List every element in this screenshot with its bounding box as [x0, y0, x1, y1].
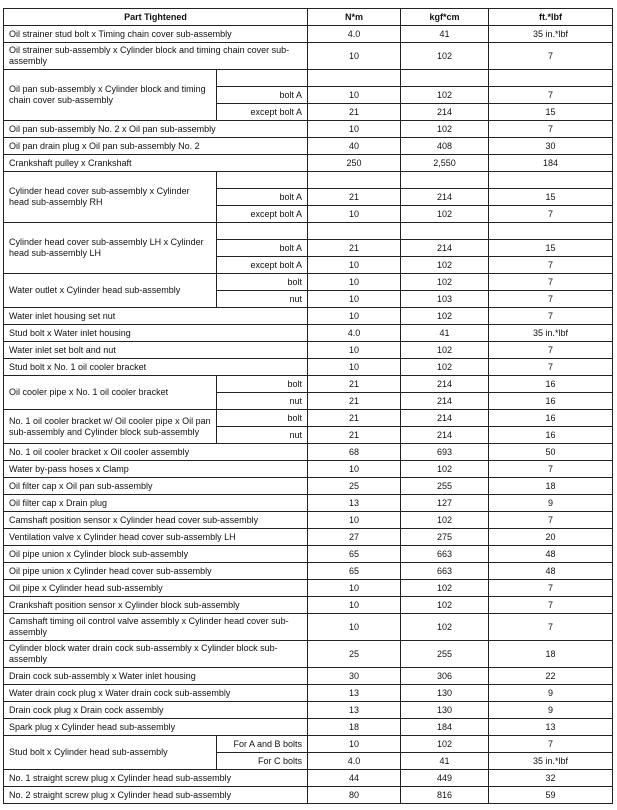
ftlbf-value: 7	[489, 461, 613, 478]
kgfcm-value: 41	[401, 325, 489, 342]
part-tightened-cell: Camshaft position sensor x Cylinder head cover sub-assembly	[4, 512, 308, 529]
ftlbf-value: 50	[489, 444, 613, 461]
part-tightened-cell: Oil filter cap x Oil pan sub-assembly	[4, 478, 308, 495]
ftlbf-value	[489, 223, 613, 240]
torque-specification-table	[3, 8, 613, 804]
table-row	[4, 138, 613, 155]
nm-value: 21	[308, 189, 401, 206]
kgfcm-value	[401, 172, 489, 189]
table-row	[4, 43, 613, 70]
ftlbf-value: 15	[489, 104, 613, 121]
ftlbf-value: 7	[489, 736, 613, 753]
ftlbf-value: 7	[489, 308, 613, 325]
fastener-type-cell	[217, 223, 308, 240]
nm-value: 10	[308, 597, 401, 614]
kgfcm-value: 255	[401, 478, 489, 495]
nm-value	[308, 70, 401, 87]
kgfcm-value: 214	[401, 189, 489, 206]
table-row	[4, 736, 613, 753]
fastener-type-cell: except bolt A	[217, 257, 308, 274]
part-tightened-cell: Water outlet x Cylinder head sub-assembly	[4, 274, 217, 308]
kgfcm-value: 103	[401, 291, 489, 308]
kgfcm-value: 663	[401, 546, 489, 563]
nm-value: 10	[308, 359, 401, 376]
part-tightened-cell: Water inlet set bolt and nut	[4, 342, 308, 359]
nm-value: 10	[308, 257, 401, 274]
ftlbf-value: 30	[489, 138, 613, 155]
table-row	[4, 342, 613, 359]
part-tightened-cell: No. 1 straight screw plug x Cylinder head sub-assembly	[4, 770, 308, 787]
part-tightened-cell: Stud bolt x Cylinder head sub-assembly	[4, 736, 217, 770]
kgfcm-value: 214	[401, 393, 489, 410]
part-tightened-cell: Oil pipe union x Cylinder head cover sub-assembly	[4, 563, 308, 580]
nm-value: 10	[308, 274, 401, 291]
kgfcm-value	[401, 223, 489, 240]
ftlbf-value: 16	[489, 376, 613, 393]
nm-value: 250	[308, 155, 401, 172]
table-header-row	[4, 9, 613, 26]
table-row	[4, 461, 613, 478]
part-tightened-cell: Oil filter cap x Drain plug	[4, 495, 308, 512]
nm-value	[308, 172, 401, 189]
nm-value: 4.0	[308, 753, 401, 770]
table-row	[4, 155, 613, 172]
nm-value: 21	[308, 240, 401, 257]
kgfcm-value: 102	[401, 461, 489, 478]
nm-value: 10	[308, 308, 401, 325]
nm-value: 21	[308, 410, 401, 427]
kgfcm-value: 214	[401, 427, 489, 444]
nm-value: 65	[308, 563, 401, 580]
ftlbf-value: 7	[489, 597, 613, 614]
kgfcm-value: 275	[401, 529, 489, 546]
ftlbf-value: 13	[489, 719, 613, 736]
ftlbf-value: 7	[489, 580, 613, 597]
ftlbf-value: 59	[489, 787, 613, 804]
header-part-tightened: Part Tightened	[4, 9, 308, 26]
table-row	[4, 359, 613, 376]
nm-value: 10	[308, 342, 401, 359]
ftlbf-value: 20	[489, 529, 613, 546]
table-row	[4, 668, 613, 685]
part-tightened-cell: Oil pan drain plug x Oil pan sub-assembly No. 2	[4, 138, 308, 155]
part-tightened-cell: Oil pipe x Cylinder head sub-assembly	[4, 580, 308, 597]
header-kgfcm: kgf*cm	[401, 9, 489, 26]
nm-value: 10	[308, 291, 401, 308]
ftlbf-value: 48	[489, 563, 613, 580]
kgfcm-value: 2,550	[401, 155, 489, 172]
table-row	[4, 478, 613, 495]
table-row	[4, 444, 613, 461]
ftlbf-value: 7	[489, 359, 613, 376]
ftlbf-value	[489, 172, 613, 189]
nm-value: 10	[308, 614, 401, 641]
nm-value: 30	[308, 668, 401, 685]
kgfcm-value: 449	[401, 770, 489, 787]
table-row	[4, 546, 613, 563]
table-row	[4, 563, 613, 580]
part-tightened-cell: Oil cooler pipe x No. 1 oil cooler bracket	[4, 376, 217, 410]
fastener-type-cell: bolt A	[217, 189, 308, 206]
kgfcm-value: 102	[401, 597, 489, 614]
kgfcm-value: 214	[401, 240, 489, 257]
table-row	[4, 376, 613, 393]
kgfcm-value: 127	[401, 495, 489, 512]
fastener-type-cell: nut	[217, 291, 308, 308]
kgfcm-value: 102	[401, 43, 489, 70]
kgfcm-value: 408	[401, 138, 489, 155]
table-row	[4, 685, 613, 702]
ftlbf-value: 22	[489, 668, 613, 685]
kgfcm-value: 102	[401, 512, 489, 529]
nm-value: 27	[308, 529, 401, 546]
fastener-type-cell	[217, 70, 308, 87]
part-tightened-cell: Cylinder head cover sub-assembly x Cylinder head sub-assembly RH	[4, 172, 217, 223]
kgfcm-value: 102	[401, 206, 489, 223]
nm-value: 21	[308, 393, 401, 410]
part-tightened-cell: Drain cock sub-assembly x Water inlet housing	[4, 668, 308, 685]
part-tightened-cell: Oil pan sub-assembly No. 2 x Oil pan sub-assembly	[4, 121, 308, 138]
kgfcm-value: 102	[401, 359, 489, 376]
ftlbf-value: 9	[489, 495, 613, 512]
ftlbf-value: 7	[489, 291, 613, 308]
kgfcm-value	[401, 70, 489, 87]
table-row	[4, 580, 613, 597]
fastener-type-cell: bolt A	[217, 87, 308, 104]
part-tightened-cell: Oil strainer stud bolt x Timing chain cover sub-assembly	[4, 26, 308, 43]
kgfcm-value: 130	[401, 702, 489, 719]
fastener-type-cell: For A and B bolts	[217, 736, 308, 753]
kgfcm-value: 102	[401, 121, 489, 138]
ftlbf-value: 35 in.*lbf	[489, 753, 613, 770]
ftlbf-value: 7	[489, 87, 613, 104]
kgfcm-value: 255	[401, 641, 489, 668]
ftlbf-value: 7	[489, 43, 613, 70]
table-row	[4, 325, 613, 342]
ftlbf-value: 7	[489, 614, 613, 641]
part-tightened-cell: No. 2 straight screw plug x Cylinder head sub-assembly	[4, 787, 308, 804]
ftlbf-value: 35 in.*lbf	[489, 26, 613, 43]
nm-value: 25	[308, 478, 401, 495]
ftlbf-value: 9	[489, 685, 613, 702]
nm-value: 4.0	[308, 26, 401, 43]
kgfcm-value: 693	[401, 444, 489, 461]
ftlbf-value: 7	[489, 121, 613, 138]
nm-value	[308, 223, 401, 240]
fastener-type-cell: bolt	[217, 376, 308, 393]
fastener-type-cell: bolt A	[217, 240, 308, 257]
fastener-type-cell	[217, 172, 308, 189]
ftlbf-value: 18	[489, 478, 613, 495]
part-tightened-cell: Stud bolt x No. 1 oil cooler bracket	[4, 359, 308, 376]
ftlbf-value: 32	[489, 770, 613, 787]
nm-value: 10	[308, 736, 401, 753]
part-tightened-cell: Drain cock plug x Drain cock assembly	[4, 702, 308, 719]
ftlbf-value: 48	[489, 546, 613, 563]
kgfcm-value: 214	[401, 376, 489, 393]
kgfcm-value: 102	[401, 274, 489, 291]
kgfcm-value: 102	[401, 257, 489, 274]
table-row	[4, 614, 613, 641]
table-row	[4, 410, 613, 427]
ftlbf-value: 7	[489, 342, 613, 359]
nm-value: 10	[308, 206, 401, 223]
ftlbf-value: 35 in.*lbf	[489, 325, 613, 342]
nm-value: 4.0	[308, 325, 401, 342]
part-tightened-cell: Crankshaft position sensor x Cylinder block sub-assembly	[4, 597, 308, 614]
kgfcm-value: 130	[401, 685, 489, 702]
nm-value: 10	[308, 512, 401, 529]
kgfcm-value: 184	[401, 719, 489, 736]
part-tightened-cell: Ventilation valve x Cylinder head cover sub-assembly LH	[4, 529, 308, 546]
table-row	[4, 719, 613, 736]
nm-value: 21	[308, 427, 401, 444]
part-tightened-cell: Oil pipe union x Cylinder block sub-assembly	[4, 546, 308, 563]
nm-value: 13	[308, 495, 401, 512]
part-tightened-cell: No. 1 oil cooler bracket x Oil cooler assembly	[4, 444, 308, 461]
table-row	[4, 512, 613, 529]
ftlbf-value: 18	[489, 641, 613, 668]
part-tightened-cell: Cylinder block water drain cock sub-assembly x Cylinder block sub-assembly	[4, 641, 308, 668]
fastener-type-cell: except bolt A	[217, 206, 308, 223]
nm-value: 13	[308, 702, 401, 719]
fastener-type-cell: bolt	[217, 274, 308, 291]
nm-value: 68	[308, 444, 401, 461]
kgfcm-value: 102	[401, 87, 489, 104]
kgfcm-value: 816	[401, 787, 489, 804]
ftlbf-value: 9	[489, 702, 613, 719]
table-row	[4, 770, 613, 787]
ftlbf-value: 15	[489, 189, 613, 206]
part-tightened-cell: Stud bolt x Water inlet housing	[4, 325, 308, 342]
fastener-type-cell: except bolt A	[217, 104, 308, 121]
table-row	[4, 172, 613, 189]
table-row	[4, 274, 613, 291]
nm-value: 80	[308, 787, 401, 804]
ftlbf-value: 7	[489, 512, 613, 529]
part-tightened-cell: Water drain cock plug x Water drain cock sub-assembly	[4, 685, 308, 702]
kgfcm-value: 214	[401, 410, 489, 427]
ftlbf-value: 7	[489, 274, 613, 291]
kgfcm-value: 102	[401, 342, 489, 359]
nm-value: 25	[308, 641, 401, 668]
kgfcm-value: 102	[401, 736, 489, 753]
kgfcm-value: 306	[401, 668, 489, 685]
fastener-type-cell: nut	[217, 427, 308, 444]
ftlbf-value: 184	[489, 155, 613, 172]
part-tightened-cell: Water inlet housing set nut	[4, 308, 308, 325]
table-row	[4, 223, 613, 240]
nm-value: 10	[308, 121, 401, 138]
nm-value: 13	[308, 685, 401, 702]
part-tightened-cell: Water by-pass hoses x Clamp	[4, 461, 308, 478]
kgfcm-value: 214	[401, 104, 489, 121]
nm-value: 21	[308, 376, 401, 393]
table-row	[4, 787, 613, 804]
nm-value: 10	[308, 87, 401, 104]
part-tightened-cell: Oil pan sub-assembly x Cylinder block and timing chain cover sub-assembly	[4, 70, 217, 121]
table-row	[4, 70, 613, 87]
ftlbf-value: 15	[489, 240, 613, 257]
fastener-type-cell: nut	[217, 393, 308, 410]
kgfcm-value: 41	[401, 753, 489, 770]
table-row	[4, 641, 613, 668]
ftlbf-value: 16	[489, 393, 613, 410]
part-tightened-cell: Oil strainer sub-assembly x Cylinder block and timing chain cover sub-assembly	[4, 43, 308, 70]
nm-value: 40	[308, 138, 401, 155]
kgfcm-value: 102	[401, 308, 489, 325]
part-tightened-cell: Cylinder head cover sub-assembly LH x Cylinder head sub-assembly LH	[4, 223, 217, 274]
part-tightened-cell: Spark plug x Cylinder head sub-assembly	[4, 719, 308, 736]
table-body	[4, 26, 613, 804]
kgfcm-value: 663	[401, 563, 489, 580]
fastener-type-cell: For C bolts	[217, 753, 308, 770]
nm-value: 10	[308, 580, 401, 597]
part-tightened-cell: Camshaft timing oil control valve assembly x Cylinder head cover sub-assembly	[4, 614, 308, 641]
kgfcm-value: 102	[401, 614, 489, 641]
table-row	[4, 597, 613, 614]
ftlbf-value: 7	[489, 206, 613, 223]
nm-value: 21	[308, 104, 401, 121]
ftlbf-value: 16	[489, 410, 613, 427]
part-tightened-cell: No. 1 oil cooler bracket w/ Oil cooler pipe x Oil pan sub-assembly and Cylinder block sub-assembly	[4, 410, 217, 444]
kgfcm-value: 102	[401, 580, 489, 597]
ftlbf-value: 7	[489, 257, 613, 274]
table-row	[4, 308, 613, 325]
nm-value: 44	[308, 770, 401, 787]
table-row	[4, 702, 613, 719]
ftlbf-value: 16	[489, 427, 613, 444]
part-tightened-cell: Crankshaft pulley x Crankshaft	[4, 155, 308, 172]
header-ftlbf: ft.*lbf	[489, 9, 613, 26]
kgfcm-value: 41	[401, 26, 489, 43]
table-row	[4, 529, 613, 546]
nm-value: 10	[308, 461, 401, 478]
table-row	[4, 26, 613, 43]
table-row	[4, 121, 613, 138]
header-nm: N*m	[308, 9, 401, 26]
ftlbf-value	[489, 70, 613, 87]
nm-value: 18	[308, 719, 401, 736]
nm-value: 65	[308, 546, 401, 563]
fastener-type-cell: bolt	[217, 410, 308, 427]
table-row	[4, 495, 613, 512]
nm-value: 10	[308, 43, 401, 70]
